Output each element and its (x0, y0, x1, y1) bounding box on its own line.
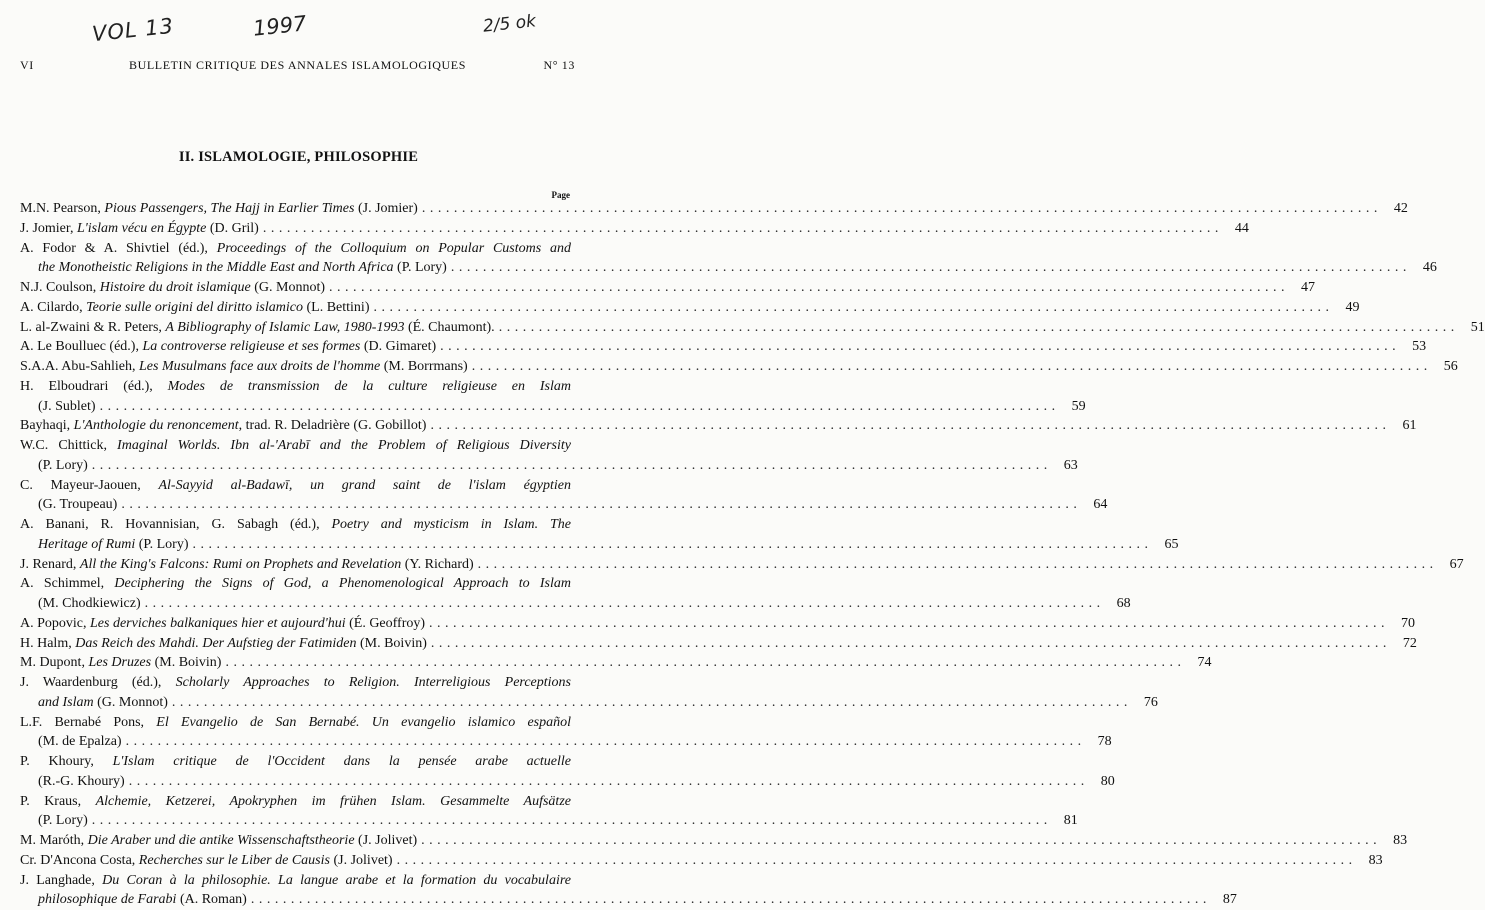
toc-entry-line (20, 693, 571, 713)
toc-entry (20, 574, 571, 614)
toc-title: Imaginal Worlds. Ibn al-'Arabī and the Problem of Religious Diversity (117, 438, 571, 453)
toc-author: W.C. Chittick, (20, 438, 117, 453)
toc-entry-line (20, 495, 571, 515)
toc-page-number: 76 (1132, 693, 1158, 713)
running-head-issue: N° 13 (544, 58, 575, 73)
toc-author: A. Popovic, (20, 616, 90, 631)
toc-entry-text (20, 278, 325, 298)
toc-entry-text (20, 574, 571, 594)
toc-page-number: 70 (1389, 614, 1415, 634)
toc-entry-text (20, 871, 571, 891)
toc-entry-line (20, 436, 571, 456)
toc-leader-dots: . . . . . . . . . . . . . . . . . . . . . . . . . . . . . . . . . . . . . . . . . . . . . . . . . . . . . . . . . . . . . . . . . . . . . . . . . . . . . . . . . . . . . . . . . . . . . . . . . . . . . . . . . . . . . . . . . . . . . . . . (247, 890, 1211, 910)
toc-entry (20, 752, 571, 792)
toc-entry-text (20, 357, 468, 377)
toc-entry-line (20, 258, 571, 278)
toc-author: A. Schimmel, (20, 576, 114, 591)
toc-leader-dots: . . . . . . . . . . . . . . . . . . . . . . . . . . . . . . . . . . . . . . . . . . . . . . . . . . . . . . . . . . . . . . . . . . . . . . . . . . . . . . . . . . . . . . . . . . . . . . . . . . . . . . . . . . . . . . . . . . . . . . . . (168, 693, 1132, 713)
toc-author: A. Cilardo, (20, 300, 86, 315)
toc-entry-text (20, 653, 221, 673)
toc-leader-dots: . . . . . . . . . . . . . . . . . . . . . . . . . . . . . . . . . . . . . . . . . . . . . . . . . . . . . . . . . . . . . . . . . . . . . . . . . . . . . . . . . . . . . . . . . . . . . . . . . . . . . . . . . . . . . . . . . . . . . . . . (468, 357, 1432, 377)
toc-author: H. Elboudrari (éd.), (20, 379, 168, 394)
running-head-title: BULLETIN CRITIQUE DES ANNALES ISLAMOLOGIQUES (20, 58, 575, 73)
toc-title: L'Islam critique de l'Occident dans la pensée arabe actuelle (113, 754, 571, 769)
toc-leader-dots: . . . . . . . . . . . . . . . . . . . . . . . . . . . . . . . . . . . . . . . . . . . . . . . . . . . . . . . . . . . . . . . . . . . . . . . . . . . . . . . . . . . . . . . . . . . . . . . . . . . . . . . . . . . . . . . . . . . . . . . . (325, 278, 1289, 298)
toc-entry-line (20, 456, 571, 476)
toc-reviewer: (M. Chodkiewicz) (38, 596, 141, 611)
handwritten-check-note: 2/5 ok (482, 11, 537, 36)
toc-entry-line (20, 377, 571, 397)
toc-entry-line (20, 713, 571, 733)
toc-entry-text (38, 693, 168, 713)
toc-entry-line (20, 851, 571, 871)
toc-entry-text (20, 337, 436, 357)
toc-reviewer: (P. Lory) (394, 260, 447, 275)
toc-entry-text (20, 614, 425, 634)
toc-entry (20, 357, 571, 377)
toc-entry-line (20, 219, 571, 239)
toc-entry (20, 416, 571, 436)
toc-entry-text (20, 219, 259, 239)
toc-title: Les Druzes (88, 655, 151, 670)
handwritten-year-note: 1997 (252, 11, 308, 40)
toc-title: L'Anthologie du renoncement (74, 418, 239, 433)
toc-entry (20, 337, 571, 357)
toc-entry-text (20, 199, 418, 219)
toc-entry-line (20, 416, 571, 436)
toc-entry-line (20, 574, 571, 594)
toc-entry-text (38, 456, 88, 476)
toc-title: and Islam (38, 695, 94, 710)
toc-entry (20, 555, 571, 575)
toc-reviewer: , trad. R. Deladrière (G. Gobillot) (239, 418, 427, 433)
toc-entry-text (38, 772, 125, 792)
toc-page-number: 68 (1105, 594, 1131, 614)
running-head (20, 58, 575, 76)
toc-entry-text (20, 831, 417, 851)
toc-entry (20, 515, 571, 555)
toc-entry-line (20, 357, 571, 377)
toc-entry-text (20, 752, 571, 772)
toc-entry (20, 851, 571, 871)
handwritten-volume-note: VOL 13 (91, 14, 175, 46)
toc-page-number: 64 (1081, 495, 1107, 515)
toc-leader-dots: . . . . . . . . . . . . . . . . . . . . . . . . . . . . . . . . . . . . . . . . . . . . . . . . . . . . . . . . . . . . . . . . . . . . . . . . . . . . . . . . . . . . . . . . . . . . . . . . . . . . . . . . . . . . . . . . . . . . . . . . (393, 851, 1357, 871)
toc-reviewer: (M. de Epalza) (38, 734, 122, 749)
toc-page-number: 59 (1060, 397, 1086, 417)
toc-title: Al-Sayyid al-Badawī, un grand saint de l'islam égyptien (158, 478, 571, 493)
toc-leader-dots: . . . . . . . . . . . . . . . . . . . . . . . . . . . . . . . . . . . . . . . . . . . . . . . . . . . . . . . . . . . . . . . . . . . . . . . . . . . . . . . . . . . . . . . . . . . . . . . . . . . . . . . . . . . . . . . . . . . . . . . . (117, 495, 1081, 515)
toc-title: Du Coran à la philosophie. La langue arabe et la formation du vocabulaire (102, 873, 571, 888)
toc-leader-dots: . . . . . . . . . . . . . . . . . . . . . . . . . . . . . . . . . . . . . . . . . . . . . . . . . . . . . . . . . . . . . . . . . . . . . . . . . . . . . . . . . . . . . . . . . . . . . . . . . . . . . . . . . . . . . . . . . . . . . . . . (88, 456, 1052, 476)
toc-title: Teorie sulle origini del diritto islamico (86, 300, 303, 315)
toc-entry-text (38, 594, 141, 614)
toc-page-number: 44 (1223, 219, 1249, 239)
toc-page-number: 65 (1153, 535, 1179, 555)
toc-reviewer: (Y. Richard) (401, 557, 473, 572)
toc-entry (20, 476, 571, 516)
toc-entry-line (20, 772, 571, 792)
toc-entry-line (20, 278, 571, 298)
toc-entry-text (20, 713, 571, 733)
toc-entry (20, 278, 571, 298)
toc-leader-dots: . . . . . . . . . . . . . . . . . . . . . . . . . . . . . . . . . . . . . . . . . . . . . . . . . . . . . . . . . . . . . . . . . . . . . . . . . . . . . . . . . . . . . . . . . . . . . . . . . . . . . . . . . . . . . . . . . . . . . . . . (417, 831, 1381, 851)
toc-reviewer: (D. Gril) (206, 221, 259, 236)
toc-page-number: 83 (1381, 831, 1407, 851)
toc-reviewer: (P. Lory) (38, 458, 88, 473)
toc-entry-text (38, 495, 117, 515)
toc-entry-line (20, 653, 571, 673)
toc-entry (20, 634, 571, 654)
toc-entry-text (38, 258, 447, 278)
toc-title: Alchemie, Ketzerei, Apokryphen im frühen Islam. Gesammelte Aufsätze (96, 794, 571, 809)
toc-entry (20, 614, 571, 634)
toc-reviewer: (G. Monnot) (251, 280, 325, 295)
toc-entry-line (20, 594, 571, 614)
toc-leader-dots: . . . . . . . . . . . . . . . . . . . . . . . . . . . . . . . . . . . . . . . . . . . . . . . . . . . . . . . . . . . . . . . . . . . . . . . . . . . . . . . . . . . . . . . . . . . . . . . . . . . . . . . . . . . . . . . . . . . . . . . . (189, 535, 1153, 555)
toc-author: L.F. Bernabé Pons, (20, 715, 156, 730)
toc-leader-dots: . . . . . . . . . . . . . . . . . . . . . . . . . . . . . . . . . . . . . . . . . . . . . . . . . . . . . . . . . . . . . . . . . . . . . . . . . . . . . . . . . . . . . . . . . . . . . . . . . . . . . . . . . . . . . . . . . . . . . . . . (141, 594, 1105, 614)
toc-title: Histoire du droit islamique (100, 280, 251, 295)
toc-page-number: 87 (1211, 890, 1237, 910)
toc-author: A. Banani, R. Hovannisian, G. Sabagh (éd.), (20, 517, 332, 532)
toc-leader-dots: . . . . . . . . . . . . . . . . . . . . . . . . . . . . . . . . . . . . . . . . . . . . . . . . . . . . . . . . . . . . . . . . . . . . . . . . . . . . . . . . . . . . . . . . . . . . . . . . . . . . . . . . . . . . . . . . . . . . . . . . (88, 811, 1052, 831)
toc-entry-text (20, 377, 571, 397)
toc-entry-line (20, 831, 571, 851)
toc-page-number: 74 (1185, 653, 1211, 673)
toc-leader-dots: . . . . . . . . . . . . . . . . . . . . . . . . . . . . . . . . . . . . . . . . . . . . . . . . . . . . . . . . . . . . . . . . . . . . . . . . . . . . . . . . . . . . . . . . . . . . . . . . . . . . . . . . . . . . . . . . . . . . . . . . (370, 298, 1334, 318)
toc-reviewer: (J. Jolivet) (355, 833, 418, 848)
toc-entry-line (20, 555, 571, 575)
toc-author: A. Fodor & A. Shivtiel (éd.), (20, 241, 217, 256)
toc-author: P. Kraus, (20, 794, 96, 809)
toc-leader-dots: . . . . . . . . . . . . . . . . . . . . . . . . . . . . . . . . . . . . . . . . . . . . . . . . . . . . . . . . . . . . . . . . . . . . . . . . . . . . . . . . . . . . . . . . . . . . . . . . . . . . . . . . . . . . . . . . . . . . . . . . (495, 318, 1459, 338)
toc-entry-line (20, 318, 571, 338)
toc-entry (20, 199, 571, 219)
toc-page-number: 67 (1438, 555, 1464, 575)
toc-title: Les derviches balkaniques hier et aujourd'hui (90, 616, 346, 631)
toc-title: La controverse religieuse et ses formes (142, 339, 360, 354)
toc-entry (20, 219, 571, 239)
toc-entry-line (20, 871, 571, 891)
toc-author: M.N. Pearson, (20, 201, 104, 216)
toc-title: El Evangelio de San Bernabé. Un evangelio islamico español (156, 715, 571, 730)
toc-author: J. Langhade, (20, 873, 102, 888)
toc-author: J. Jomier, (20, 221, 77, 236)
toc-entry-text (38, 890, 247, 910)
toc-entry-text (20, 416, 426, 436)
toc-reviewer: (M. Boivin) (356, 636, 426, 651)
toc-title: Poetry and mysticism in Islam. The (332, 517, 572, 532)
running-head-page: VI (20, 58, 34, 73)
toc-reviewer: (G. Troupeau) (38, 497, 117, 512)
toc-leader-dots: . . . . . . . . . . . . . . . . . . . . . . . . . . . . . . . . . . . . . . . . . . . . . . . . . . . . . . . . . . . . . . . . . . . . . . . . . . . . . . . . . . . . . . . . . . . . . . . . . . . . . . . . . . . . . . . . . . . . . . . . (221, 653, 1185, 673)
toc-entry-text (20, 239, 571, 259)
toc-reviewer: (L. Bettini) (303, 300, 370, 315)
toc-title: the Monotheistic Religions in the Middle East and North Africa (38, 260, 394, 275)
toc-entry-line (20, 673, 571, 693)
toc-entry (20, 377, 571, 417)
toc-entry-line (20, 614, 571, 634)
toc-page-number: 83 (1357, 851, 1383, 871)
toc-author: P. Khoury, (20, 754, 113, 769)
page-column-label: Page (552, 190, 571, 200)
toc-page-number: 49 (1334, 298, 1360, 318)
toc-reviewer: (J. Jolivet) (330, 853, 393, 868)
toc-title: All the King's Falcons: Rumi on Prophets and Revelation (80, 557, 401, 572)
toc-reviewer: (M. Borrmans) (380, 359, 468, 374)
toc-title: Modes de transmission de la culture religieuse en Islam (168, 379, 571, 394)
toc-entry (20, 298, 571, 318)
toc-title: L'islam vécu en Égypte (77, 221, 206, 236)
toc-entry-line (20, 476, 571, 496)
toc-entry (20, 673, 571, 713)
toc-reviewer: (A. Roman) (176, 892, 246, 907)
toc-entry-line (20, 337, 571, 357)
toc-entry-line (20, 890, 571, 910)
toc-entry-line (20, 515, 571, 535)
toc-author: N.J. Coulson, (20, 280, 100, 295)
toc-entry (20, 831, 571, 851)
toc-title: Proceedings of the Colloquium on Popular Customs and (217, 241, 571, 256)
toc-entry (20, 436, 571, 476)
toc-entry-text (20, 476, 571, 496)
toc-page-number: 61 (1390, 416, 1416, 436)
toc-entry (20, 239, 571, 279)
toc-entry (20, 871, 571, 910)
toc-entry-text (20, 792, 571, 812)
toc-author: Bayhaqi, (20, 418, 74, 433)
toc-author: J. Waardenburg (éd.), (20, 675, 176, 690)
toc-entry-text (20, 673, 571, 693)
toc-author: A. Le Boulluec (éd.), (20, 339, 142, 354)
toc-entry (20, 653, 571, 673)
toc-reviewer: (J. Sublet) (38, 399, 96, 414)
toc-reviewer: (J. Jomier) (354, 201, 417, 216)
toc-title: Scholarly Approaches to Religion. Interreligious Perceptions (176, 675, 571, 690)
toc-leader-dots: . . . . . . . . . . . . . . . . . . . . . . . . . . . . . . . . . . . . . . . . . . . . . . . . . . . . . . . . . . . . . . . . . . . . . . . . . . . . . . . . . . . . . . . . . . . . . . . . . . . . . . . . . . . . . . . . . . . . . . . . (426, 416, 1390, 436)
toc-entry-text (20, 436, 571, 456)
toc-author: S.A.A. Abu-Sahlieh, (20, 359, 139, 374)
toc-page-number: 53 (1400, 337, 1426, 357)
toc-title: Das Reich des Mahdi. Der Aufstieg der Fatimiden (75, 636, 356, 651)
toc-title: Recherches sur le Liber de Causis (139, 853, 330, 868)
toc-reviewer: (É. Chaumont). (404, 320, 494, 335)
toc-title: philosophique de Farabi (38, 892, 176, 907)
toc-leader-dots: . . . . . . . . . . . . . . . . . . . . . . . . . . . . . . . . . . . . . . . . . . . . . . . . . . . . . . . . . . . . . . . . . . . . . . . . . . . . . . . . . . . . . . . . . . . . . . . . . . . . . . . . . . . . . . . . . . . . . . . . (474, 555, 1438, 575)
toc-page-number: 72 (1391, 634, 1417, 654)
toc-page-number: 80 (1089, 772, 1115, 792)
toc-reviewer: (R.-G. Khoury) (38, 774, 125, 789)
toc-entry-text (38, 397, 96, 417)
toc-leader-dots: . . . . . . . . . . . . . . . . . . . . . . . . . . . . . . . . . . . . . . . . . . . . . . . . . . . . . . . . . . . . . . . . . . . . . . . . . . . . . . . . . . . . . . . . . . . . . . . . . . . . . . . . . . . . . . . . . . . . . . . . (96, 397, 1060, 417)
toc-leader-dots: . . . . . . . . . . . . . . . . . . . . . . . . . . . . . . . . . . . . . . . . . . . . . . . . . . . . . . . . . . . . . . . . . . . . . . . . . . . . . . . . . . . . . . . . . . . . . . . . . . . . . . . . . . . . . . . . . . . . . . . . (418, 199, 1382, 219)
toc-entry-text (38, 811, 88, 831)
toc-entry-line (20, 535, 571, 555)
toc-entry-text (20, 318, 495, 338)
toc-author: L. al-Zwaini & R. Peters, (20, 320, 165, 335)
toc-reviewer: (P. Lory) (38, 813, 88, 828)
toc-author: M. Maróth, (20, 833, 88, 848)
toc-leader-dots: . . . . . . . . . . . . . . . . . . . . . . . . . . . . . . . . . . . . . . . . . . . . . . . . . . . . . . . . . . . . . . . . . . . . . . . . . . . . . . . . . . . . . . . . . . . . . . . . . . . . . . . . . . . . . . . . . . . . . . . . (427, 634, 1391, 654)
toc-entry-line (20, 397, 571, 417)
toc-page-number: 51 (1459, 318, 1485, 338)
toc-leader-dots: . . . . . . . . . . . . . . . . . . . . . . . . . . . . . . . . . . . . . . . . . . . . . . . . . . . . . . . . . . . . . . . . . . . . . . . . . . . . . . . . . . . . . . . . . . . . . . . . . . . . . . . . . . . . . . . . . . . . . . . . (447, 258, 1411, 278)
toc-title: Les Musulmans face aux droits de l'homme (139, 359, 380, 374)
toc-entry-text (20, 298, 370, 318)
toc-page-number: 81 (1052, 811, 1078, 831)
toc-entry-line (20, 752, 571, 772)
toc-entry-text (20, 515, 571, 535)
toc-entry-line (20, 811, 571, 831)
toc-entry (20, 713, 571, 753)
toc-author: C. Mayeur-Jaouen, (20, 478, 158, 493)
toc-entry-line (20, 732, 571, 752)
toc-reviewer: (M. Boivin) (151, 655, 221, 670)
toc-entry-line (20, 634, 571, 654)
toc-entry-text (38, 535, 189, 555)
toc-page-number: 46 (1411, 258, 1437, 278)
toc-author: Cr. D'Ancona Costa, (20, 853, 139, 868)
toc-title: A Bibliography of Islamic Law, 1980-1993 (165, 320, 404, 335)
toc-leader-dots: . . . . . . . . . . . . . . . . . . . . . . . . . . . . . . . . . . . . . . . . . . . . . . . . . . . . . . . . . . . . . . . . . . . . . . . . . . . . . . . . . . . . . . . . . . . . . . . . . . . . . . . . . . . . . . . . . . . . . . . . (259, 219, 1223, 239)
toc-entry-line (20, 239, 571, 259)
toc-author: H. Halm, (20, 636, 75, 651)
toc-entry-text (38, 732, 122, 752)
toc-entry-line (20, 792, 571, 812)
toc-page-number: 47 (1289, 278, 1315, 298)
toc-reviewer: (É. Geoffroy) (346, 616, 425, 631)
toc-author: J. Renard, (20, 557, 80, 572)
toc-entry-line (20, 199, 571, 219)
toc-leader-dots: . . . . . . . . . . . . . . . . . . . . . . . . . . . . . . . . . . . . . . . . . . . . . . . . . . . . . . . . . . . . . . . . . . . . . . . . . . . . . . . . . . . . . . . . . . . . . . . . . . . . . . . . . . . . . . . . . . . . . . . . (122, 732, 1086, 752)
toc-entry-text (20, 634, 427, 654)
toc-page-number: 78 (1086, 732, 1112, 752)
toc-leader-dots: . . . . . . . . . . . . . . . . . . . . . . . . . . . . . . . . . . . . . . . . . . . . . . . . . . . . . . . . . . . . . . . . . . . . . . . . . . . . . . . . . . . . . . . . . . . . . . . . . . . . . . . . . . . . . . . . . . . . . . . . (425, 614, 1389, 634)
toc-title: Die Araber und die antike Wissenschaftstheorie (88, 833, 355, 848)
table-of-contents (20, 199, 571, 910)
toc-entry-line (20, 298, 571, 318)
toc-title: Heritage of Rumi (38, 537, 135, 552)
toc-reviewer: (G. Monnot) (94, 695, 168, 710)
toc-entry-text (20, 555, 474, 575)
section-title: II. ISLAMOLOGIE, PHILOSOPHIE (0, 149, 597, 166)
toc-page-number: 56 (1432, 357, 1458, 377)
toc-reviewer: (P. Lory) (135, 537, 188, 552)
toc-title: Pious Passengers, The Hajj in Earlier Times (104, 201, 354, 216)
toc-author: M. Dupont, (20, 655, 88, 670)
toc-page-number: 63 (1052, 456, 1078, 476)
toc-entry (20, 318, 571, 338)
toc-entry-text (20, 851, 393, 871)
toc-leader-dots: . . . . . . . . . . . . . . . . . . . . . . . . . . . . . . . . . . . . . . . . . . . . . . . . . . . . . . . . . . . . . . . . . . . . . . . . . . . . . . . . . . . . . . . . . . . . . . . . . . . . . . . . . . . . . . . . . . . . . . . . (436, 337, 1400, 357)
toc-title: Deciphering the Signs of God, a Phenomenological Approach to Islam (114, 576, 571, 591)
toc-reviewer: (D. Gimaret) (360, 339, 436, 354)
toc-entry (20, 792, 571, 832)
toc-leader-dots: . . . . . . . . . . . . . . . . . . . . . . . . . . . . . . . . . . . . . . . . . . . . . . . . . . . . . . . . . . . . . . . . . . . . . . . . . . . . . . . . . . . . . . . . . . . . . . . . . . . . . . . . . . . . . . . . . . . . . . . . (125, 772, 1089, 792)
toc-page-number: 42 (1382, 199, 1408, 219)
